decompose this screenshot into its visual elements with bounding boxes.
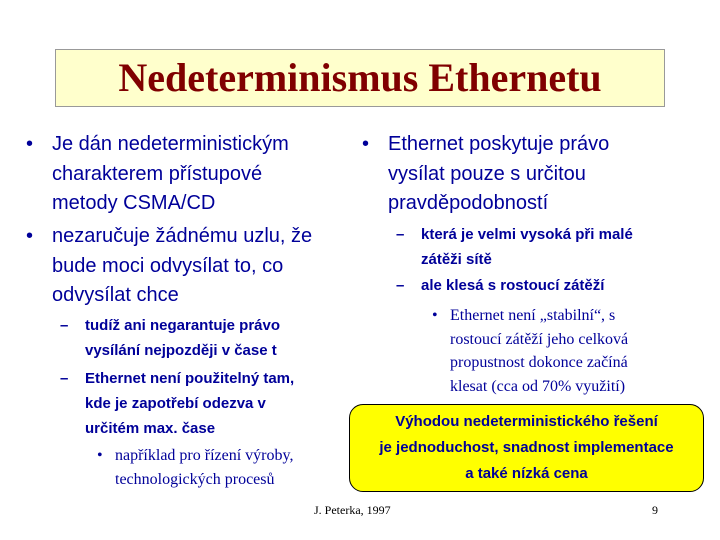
text-line: charakterem přístupové [52, 162, 263, 185]
text-line: pravděpodobností [388, 192, 549, 214]
left-subsub-1 [97, 444, 293, 491]
text-line: určitém max. čase [85, 420, 216, 437]
text-line: která je velmi vysoká při malé [421, 226, 633, 243]
left-bullet-2 [26, 222, 312, 311]
dash-marker: – [396, 226, 405, 243]
bullet-marker: • [362, 133, 370, 155]
text-line: technologických procesů [115, 470, 275, 488]
text-line: metody CSMA/CD [52, 192, 216, 214]
text-line: Ethernet poskytuje právo [388, 133, 610, 155]
text-line: propustnost dokonce začíná [450, 354, 628, 371]
text-line: Ethernet není použitelný tam, [85, 370, 295, 387]
callout-box [349, 404, 704, 492]
text-line: kde je zapotřebí odezva v [85, 395, 266, 412]
left-sub-2 [60, 366, 294, 441]
text-line: Je dán nedeterministickým [52, 133, 289, 155]
text-line: zátěži sítě [421, 251, 492, 268]
title-box [55, 49, 665, 107]
text-line: ale klesá s rostoucí zátěží [421, 277, 605, 294]
right-sub-2 [396, 273, 604, 298]
right-subsub-1 [432, 304, 628, 398]
callout-line: je jednoduchost, snadnost implementace [379, 439, 674, 456]
bullet-marker: • [97, 447, 103, 464]
dash-marker: – [60, 317, 69, 334]
bullet-marker: • [26, 133, 34, 155]
text-line: vysílání nejpozději v čase t [85, 342, 277, 359]
slide-title: Nedeterminismus Ethernetu [118, 55, 602, 100]
text-line: odvysílat chce [52, 284, 179, 306]
right-sub-1 [396, 222, 633, 272]
bullet-marker: • [432, 307, 438, 324]
text-line: nezaručuje žádnému uzlu, že [52, 225, 313, 247]
callout-line: a také nízká cena [465, 465, 588, 482]
left-bullet-1 [26, 130, 289, 219]
text-line: klesat (cca od 70% využití) [450, 377, 626, 395]
callout-line: Výhodou nedeterministického řešení [395, 413, 658, 430]
footer-page-number: 9 [652, 503, 658, 517]
dash-marker: – [396, 277, 405, 294]
bullet-marker: • [26, 225, 34, 247]
right-bullet-1 [362, 130, 609, 219]
dash-marker: – [60, 370, 69, 387]
left-sub-1 [60, 313, 280, 363]
text-line: například pro řízení výroby, [115, 447, 294, 464]
text-line: vysílat pouze s určitou [388, 162, 586, 185]
footer-author: J. Peterka, 1997 [314, 503, 391, 517]
text-line: Ethernet není „stabilní“, s [450, 307, 616, 324]
text-line: rostoucí zátěží jeho celková [450, 330, 629, 348]
text-line: tudíž ani negarantuje právo [85, 317, 281, 334]
text-line: bude moci odvysílat to, co [52, 254, 284, 277]
